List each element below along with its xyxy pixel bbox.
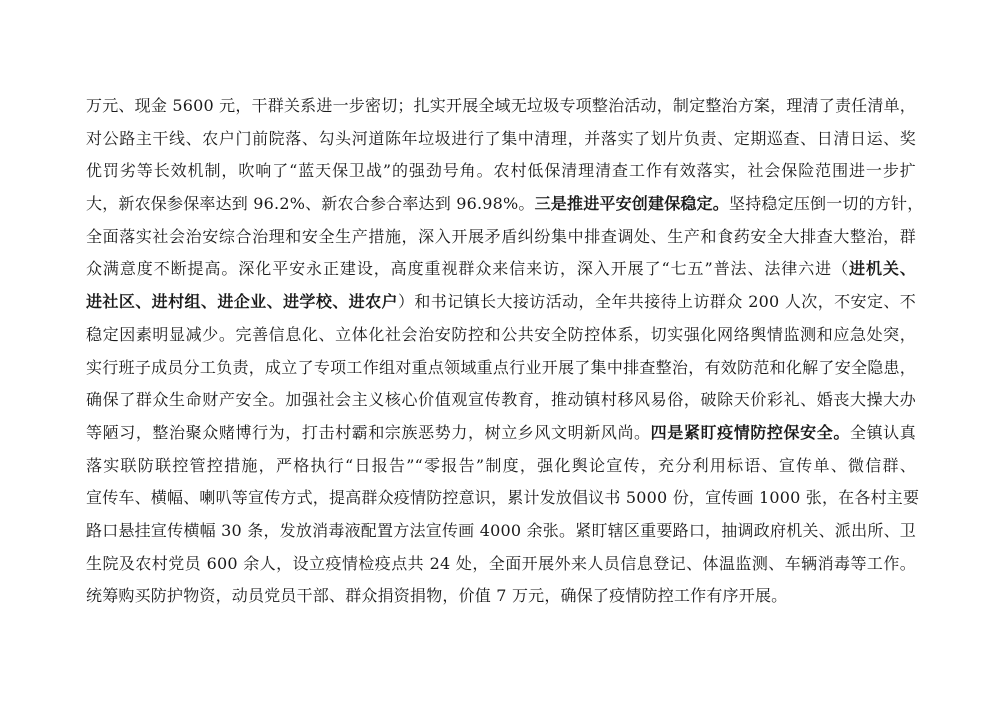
text-segment: 全面落实社会治安综合治理和安全生产措施，深入开展矛盾纠纷集中排查调处、生产和食药安全大排查大整治，群 bbox=[86, 226, 916, 246]
bold-heading-text: 进社区、进村组、进企业、进学校、进农户 bbox=[86, 292, 398, 312]
text-line bbox=[86, 286, 916, 319]
text-line bbox=[86, 319, 916, 352]
text-segment: 稳定因素明显减少。完善信息化、立体化社会治安防控和公共安全防控体系，切实强化网络舆情监测和应急处突， bbox=[86, 324, 916, 344]
text-segment: 路口悬挂宣传横幅 30 条，发放消毒液配置方法宣传画 4000 余张。紧盯辖区重要路口，抽调政府机关、派出所、卫 bbox=[86, 520, 916, 540]
text-segment: 坚持稳定压倒一切的方针， bbox=[729, 194, 924, 214]
text-line bbox=[86, 384, 916, 417]
text-segment: 对公路主干线、农户门前院落、勾头河道陈年垃圾进行了集中清理，并落实了划片负责、定期巡查、日清日运、奖 bbox=[86, 128, 916, 148]
text-line bbox=[86, 90, 916, 123]
text-segment: 确保了群众生命财产安全。加强社会主义核心价值观宣传教育，推动镇村移风易俗，破除天价彩礼、婚丧大操大办 bbox=[86, 390, 916, 410]
text-line bbox=[86, 188, 924, 221]
text-line bbox=[86, 482, 920, 515]
text-line bbox=[86, 221, 916, 254]
text-line bbox=[86, 155, 916, 188]
bold-heading-text: 进机关、 bbox=[849, 259, 916, 279]
text-segment: 万元、现金 5600 元，干群关系进一步密切；扎实开展全域无垃圾专项整治活动，制定整治方案，理清了责任清单， bbox=[86, 96, 916, 115]
body-paragraph bbox=[86, 90, 924, 613]
bold-heading-text: 四是紧盯疫情防控保安全。 bbox=[650, 422, 850, 442]
text-segment: 统筹购买防护物资，动员党员干部、群众捐资捐物，价值 7 万元，确保了疫情防控工作有序开展。 bbox=[86, 586, 788, 606]
text-segment: 等陋习，整治聚众赌博行为，打击村霸和宗族恶势力，树立乡风文明新风尚。 bbox=[86, 422, 651, 442]
bold-heading-text: 三是推进平安创建保稳定。 bbox=[534, 194, 730, 214]
text-line bbox=[86, 580, 916, 613]
text-segment: 宣传车、横幅、喇叭等宣传方式，提高群众疫情防控意识，累计发放倡议书 5000 份，宣传画 1000 张，在各村主要 bbox=[86, 488, 920, 508]
text-line bbox=[86, 417, 916, 450]
text-segment: 落实联防联控管控措施，严格执行“日报告”“零报告”制度，强化舆论宣传，充分利用标语、宣传单、微信群、 bbox=[86, 455, 916, 475]
text-segment: 优罚劣等长效机制，吹响了“蓝天保卫战”的强劲号角。农村低保清理清查工作有效落实，社会保险范围进一步扩 bbox=[86, 161, 916, 181]
text-line bbox=[86, 450, 916, 483]
text-line bbox=[86, 253, 916, 286]
text-line bbox=[86, 352, 916, 385]
text-segment: 全镇认真 bbox=[849, 422, 916, 442]
text-segment: ）和书记镇长大接访活动，全年共接待上访群众 200 人次，不安定、不 bbox=[397, 292, 916, 312]
text-segment: 生院及农村党员 600 余人，设立疫情检疫点共 24 处，全面开展外来人员信息登记、体温监测、车辆消毒等工作。 bbox=[86, 553, 916, 573]
text-segment: 众满意度不断提高。深化平安永正建设，高度重视群众来信来访，深入开展了“七五”普法、法律六进（ bbox=[86, 259, 850, 279]
text-line bbox=[86, 123, 916, 156]
text-line bbox=[86, 548, 916, 581]
text-segment: 大，新农保参保率达到 96.2%、新农合参合率达到 96.98%。 bbox=[86, 194, 535, 214]
text-segment: 实行班子成员分工负责，成立了专项工作组对重点领域重点行业开展了集中排查整治，有效防范和化解了安全隐患， bbox=[86, 357, 916, 377]
text-line bbox=[86, 515, 916, 548]
